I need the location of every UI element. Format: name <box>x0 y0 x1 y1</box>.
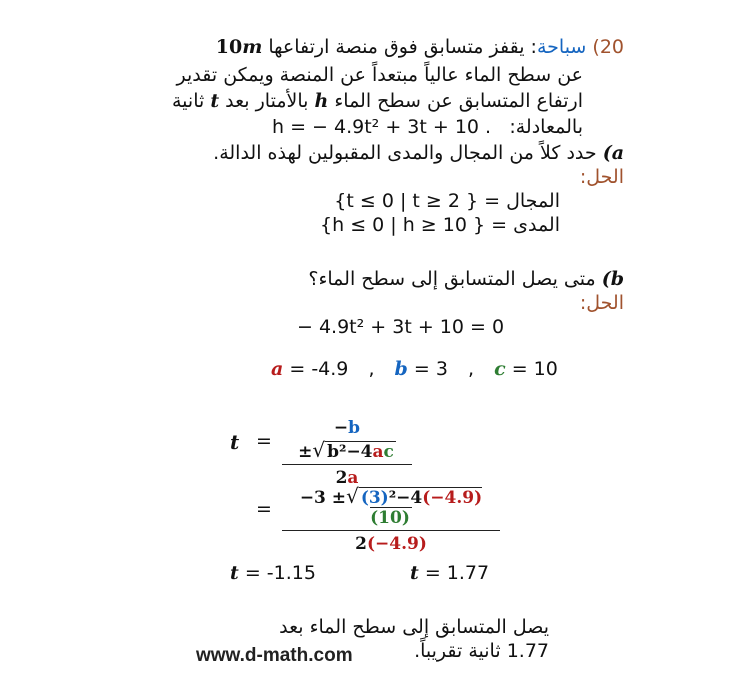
part-a-question: حدد كلاً من المجال والمدى المقبولين لهذه الدالة. <box>213 142 597 164</box>
part-b-solution-label: الحل: <box>579 292 624 314</box>
part-b-label: b) <box>601 268 624 290</box>
substitution-radicand: (3)²−4(−4.9)(10) <box>360 488 483 528</box>
var-h: h <box>314 90 329 112</box>
part-a-question-line <box>213 142 624 164</box>
formula-b: b <box>348 418 361 438</box>
domain-label: المجال = <box>484 190 560 212</box>
problem-text-1: : يقفز متسابق فوق منصة ارتفاعها <box>268 36 537 58</box>
range-label: المدى = <box>491 214 560 236</box>
conclusion-line-2: 1.77 ثانية تقريباً. <box>414 640 549 662</box>
website-logo: www.d-math.com <box>196 645 353 666</box>
problem-text-2: عن سطح الماء عالياً مبتعداً عن المنصة ويمكن تقدير <box>176 64 583 86</box>
formula-fraction <box>282 418 412 488</box>
range-line <box>320 214 560 236</box>
coef-c-name: c <box>494 358 506 380</box>
part-b-question-line <box>308 268 624 290</box>
root-2-value: = 1.77 <box>424 562 490 584</box>
problem-text-3a: ارتفاع المتسابق عن سطح الماء <box>334 90 583 112</box>
range-set: { 10 ≤ h ≤ 0 | h} <box>320 214 486 236</box>
height-unit: m <box>242 36 263 58</box>
coef-b-value: = 3 <box>413 358 448 380</box>
root-2-name: t <box>410 562 419 584</box>
domain-line <box>334 190 560 212</box>
substitution-numerator: −3 ±√ (3)²−4(−4.9)(10) <box>282 484 500 531</box>
root-1-value: = -1.15 <box>244 562 316 584</box>
root-2 <box>410 562 489 584</box>
part-a-solution-label: الحل: <box>579 166 624 188</box>
problem-number: 20) <box>592 36 624 58</box>
problem-text-3b: بالأمتار بعد <box>225 90 309 112</box>
problem-text-3c: ثانية <box>171 90 205 112</box>
domain-set: { 2 ≤ t ≤ 0 | t} <box>334 190 479 212</box>
coef-a-value: = -4.9 <box>289 358 349 380</box>
problem-line-3 <box>172 90 583 112</box>
part-b-question: متى يصل المتسابق إلى سطح الماء؟ <box>308 268 596 290</box>
coef-b-name: b <box>394 358 408 380</box>
formula-equals: = <box>256 430 272 452</box>
substitution-denominator: 2(−4.9) <box>355 534 427 554</box>
coefficients-line: a = -4.9 , b = 3 , c = 10 <box>271 358 558 380</box>
part-a-label: a) <box>602 142 624 164</box>
formula-radicand: b²−4ac <box>327 442 394 462</box>
formula-numerator: −b ±√ b²−4ac <box>282 418 412 465</box>
problem-text-4: بالمعادلة: <box>509 116 583 138</box>
substitution-fraction <box>282 484 500 554</box>
formula-denominator: 2a <box>335 468 359 488</box>
coef-a-name: a <box>271 358 284 380</box>
root-1 <box>230 562 316 584</box>
substitution-equals: = <box>256 498 272 520</box>
quadratic-equation: − 4.9t² + 3t + 10 = 0 <box>297 316 505 338</box>
coef-c-value: = 10 <box>511 358 558 380</box>
var-t: t <box>210 90 220 112</box>
formula-t: t <box>230 430 240 454</box>
height-value: 10 <box>215 36 243 58</box>
conclusion-line-1: يصل المتسابق إلى سطح الماء بعد <box>279 616 549 638</box>
problem-topic: سباحة <box>536 36 587 58</box>
problem-equation: h = − 4.9t² + 3t + 10 . <box>272 116 492 138</box>
root-1-name: t <box>230 562 239 584</box>
problem-line-1 <box>216 36 624 58</box>
